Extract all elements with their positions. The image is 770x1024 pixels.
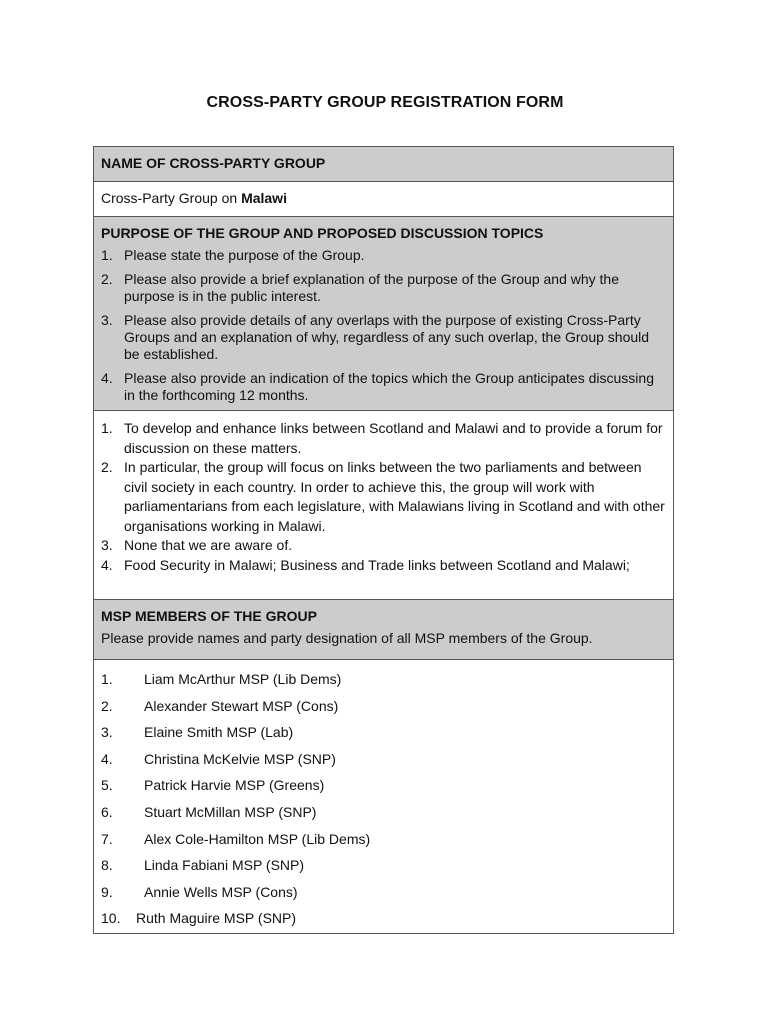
msp-member xyxy=(101,693,665,720)
question-number: 2. xyxy=(101,271,113,287)
question-text: Please also provide an indication of the topics which the Group anticipates discussing in the forthcoming 12 months. xyxy=(124,370,654,403)
question-number: 1. xyxy=(101,247,113,263)
member-number: 2. xyxy=(101,697,113,714)
answer-number: 2. xyxy=(101,459,113,475)
member-number: 5. xyxy=(101,777,113,794)
answer-number: 4. xyxy=(101,556,113,573)
answer-text: To develop and enhance links between Scotland and Malawi and to provide a forum for discussion on these matters. xyxy=(124,420,663,456)
member-number: 10. xyxy=(101,910,121,927)
purpose-answer xyxy=(101,419,665,458)
msp-member xyxy=(101,905,665,932)
member-name: Ruth Maguire MSP (SNP) xyxy=(136,910,297,927)
member-number: 8. xyxy=(101,857,113,874)
purpose-section-header-row xyxy=(94,217,673,411)
msp-members-list xyxy=(101,666,665,932)
name-section-header: NAME OF CROSS-PARTY GROUP xyxy=(101,155,326,171)
member-name: Linda Fabiani MSP (SNP) xyxy=(144,857,305,874)
msp-member xyxy=(101,666,665,693)
question-text: Please state the purpose of the Group. xyxy=(124,247,365,263)
purpose-question xyxy=(101,271,665,305)
registration-form xyxy=(93,146,674,934)
name-section-value-row xyxy=(94,182,673,217)
msp-members-row xyxy=(94,660,673,933)
question-text: Please also provide details of any overlaps with the purpose of existing Cross-Party Groups and an explanation of why, regardless of any such overlap, the Group should be established. xyxy=(124,312,650,362)
purpose-answer xyxy=(101,458,665,536)
msp-section-subheader: Please provide names and party designation of all MSP members of the Group. xyxy=(101,630,593,646)
answer-text: None that we are aware of. xyxy=(124,537,293,553)
answer-text: Food Security in Malawi; Business and Trade links between Scotland and Malawi; xyxy=(124,556,630,573)
msp-member xyxy=(101,852,665,879)
page-title: CROSS-PARTY GROUP REGISTRATION FORM xyxy=(206,94,564,111)
member-name: Stuart McMillan MSP (SNP) xyxy=(144,803,317,820)
msp-member xyxy=(101,826,665,853)
member-number: 4. xyxy=(101,750,113,767)
answer-text: In particular, the group will focus on links between the two parliaments and between civil society in each country. In order to achieve this, the group will work with parliamentarians from each legislature, with Malawians living in Scotland and with other organisations working in Malawi. xyxy=(124,459,665,534)
purpose-section-header: PURPOSE OF THE GROUP AND PROPOSED DISCUSSION TOPICS xyxy=(101,225,544,241)
msp-member xyxy=(101,746,665,773)
msp-member xyxy=(101,799,665,826)
msp-section-header-row xyxy=(94,600,673,660)
purpose-answer xyxy=(101,556,665,576)
question-number: 4. xyxy=(101,370,113,386)
answer-number: 3. xyxy=(101,537,113,553)
member-name: Liam McArthur MSP (Lib Dems) xyxy=(144,671,342,687)
member-number: 3. xyxy=(101,724,113,741)
member-number: 1. xyxy=(101,671,113,687)
msp-section-header: MSP MEMBERS OF THE GROUP xyxy=(101,608,317,624)
msp-member xyxy=(101,772,665,799)
member-name: Elaine Smith MSP (Lab) xyxy=(144,724,294,741)
member-number: 9. xyxy=(101,883,113,900)
purpose-question xyxy=(101,312,665,363)
member-name: Patrick Harvie MSP (Greens) xyxy=(144,777,325,794)
purpose-question xyxy=(101,247,665,264)
member-name: Alexander Stewart MSP (Cons) xyxy=(144,697,339,714)
question-number: 3. xyxy=(101,312,113,328)
purpose-questions-list xyxy=(101,247,665,404)
member-number: 6. xyxy=(101,803,113,820)
group-name-value: Malawi xyxy=(241,190,287,206)
answer-number: 1. xyxy=(101,420,113,436)
member-name: Annie Wells MSP (Cons) xyxy=(144,883,298,900)
msp-member xyxy=(101,879,665,906)
group-name-prefix: Cross-Party Group on xyxy=(101,190,242,206)
msp-member xyxy=(101,719,665,746)
member-name: Alex Cole-Hamilton MSP (Lib Dems) xyxy=(144,830,371,847)
question-text: Please also provide a brief explanation of the purpose of the Group and why the purpose is in the public interest. xyxy=(124,271,619,304)
purpose-answer xyxy=(101,536,665,556)
member-number: 7. xyxy=(101,830,113,847)
purpose-answers-row xyxy=(94,411,673,600)
name-section-header-row xyxy=(94,147,673,182)
member-name: Christina McKelvie MSP (SNP) xyxy=(144,750,336,767)
purpose-question xyxy=(101,370,665,404)
purpose-answers-list xyxy=(101,419,665,575)
